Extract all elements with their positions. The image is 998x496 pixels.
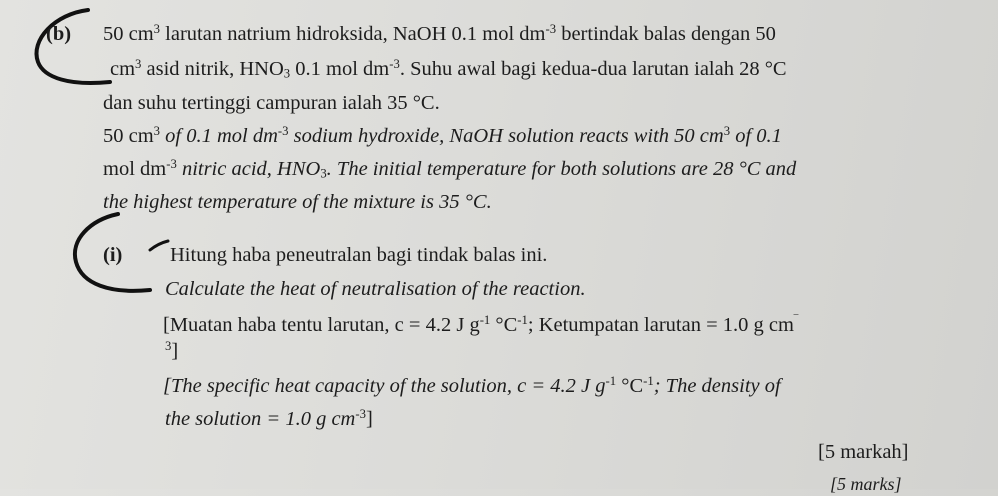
subpart-malay: [170, 243, 547, 267]
circle-mark-b: [36, 10, 110, 83]
text-segment: [The specific heat capacity of the solution, c = 4.2 J g: [163, 375, 606, 397]
text-segment: Calculate the heat of neutralisation of the reaction.: [165, 278, 586, 300]
text-segment: ; Ketumpatan larutan = 1.0 g cm: [527, 314, 794, 336]
given-malay-line-2: [165, 339, 178, 363]
superscript: 3: [723, 124, 731, 139]
text-segment: mol dm: [103, 158, 167, 180]
text-segment: of 0.1: [730, 125, 782, 147]
text-segment: asid nitrik, HNO: [141, 58, 284, 80]
text-segment: . Suhu awal bagi kedua-dua larutan ialah 28 °C: [399, 58, 787, 80]
text-segment: 50 cm: [103, 23, 154, 45]
superscript: 3: [165, 339, 172, 354]
superscript: -1: [517, 313, 528, 328]
english-line-3: [103, 190, 492, 214]
text-segment: 0.1 mol dm: [290, 58, 390, 80]
text-segment: larutan natrium hidroksida, NaOH 0.1 mol dm: [160, 23, 546, 45]
part-label-text: (b): [46, 23, 72, 45]
text-segment: the highest temperature of the mixture is 35 °C.: [103, 191, 492, 213]
malay-line-1: [103, 22, 776, 46]
text-segment: ]: [365, 408, 373, 430]
superscript: 3: [153, 124, 161, 139]
text-segment: Hitung haba peneutralan bagi tindak balas ini.: [170, 244, 548, 266]
superscript: -1: [479, 313, 491, 328]
text-segment: . The initial temperature for both solutions are 28 °C and: [326, 158, 797, 180]
text-segment: sodium hydroxide, NaOH solution reacts with 50 cm: [288, 125, 724, 147]
given-english-line-2: [165, 407, 373, 431]
text-segment: ; The density of: [653, 375, 781, 397]
text-segment: °C: [490, 314, 518, 336]
english-line-1: [103, 124, 782, 148]
text-segment: ]: [171, 340, 179, 362]
text-segment: the solution = 1.0 g cm: [165, 408, 356, 430]
superscript: -3: [355, 407, 366, 422]
subpart-english: [165, 277, 586, 301]
text-segment: cm: [110, 58, 136, 80]
superscript: -3: [277, 124, 289, 139]
subpart-label: [103, 243, 122, 267]
malay-line-3: [103, 91, 440, 115]
superscript: -3: [166, 157, 177, 172]
malay-line-2: [110, 57, 787, 81]
superscript: 3: [153, 22, 161, 37]
given-english-line-1: [163, 374, 781, 398]
text-segment: 50 cm: [103, 125, 154, 147]
superscript: -1: [643, 374, 654, 389]
superscript: -1: [605, 374, 617, 389]
text-segment: [Muatan haba tentu larutan, c = 4.2 J g: [163, 314, 480, 336]
text-segment: of 0.1 mol dm: [160, 125, 278, 147]
text-segment: bertindak balas dengan 50: [556, 23, 776, 45]
marks-english: [830, 472, 902, 496]
text-segment: °C: [616, 375, 644, 397]
superscript: 3: [135, 57, 142, 72]
pen-stroke-i: [150, 241, 168, 250]
superscript: -3: [389, 57, 400, 72]
superscript: -3: [545, 22, 557, 37]
text-segment: dan suhu tertinggi campuran ialah 35 °C.: [103, 92, 440, 114]
text-segment: [5 markah]: [818, 441, 909, 463]
part-label: [46, 22, 71, 46]
given-malay-line-1: [163, 313, 798, 337]
subscript: 3: [283, 66, 291, 81]
english-line-2: [103, 157, 796, 181]
text-segment: [5 marks]: [830, 474, 902, 494]
superscript: ‾: [793, 313, 799, 328]
subpart-label-text: (i): [103, 244, 123, 266]
text-segment: nitric acid, HNO: [176, 158, 321, 180]
marks-malay: [818, 440, 909, 464]
subscript: 3: [320, 166, 327, 181]
